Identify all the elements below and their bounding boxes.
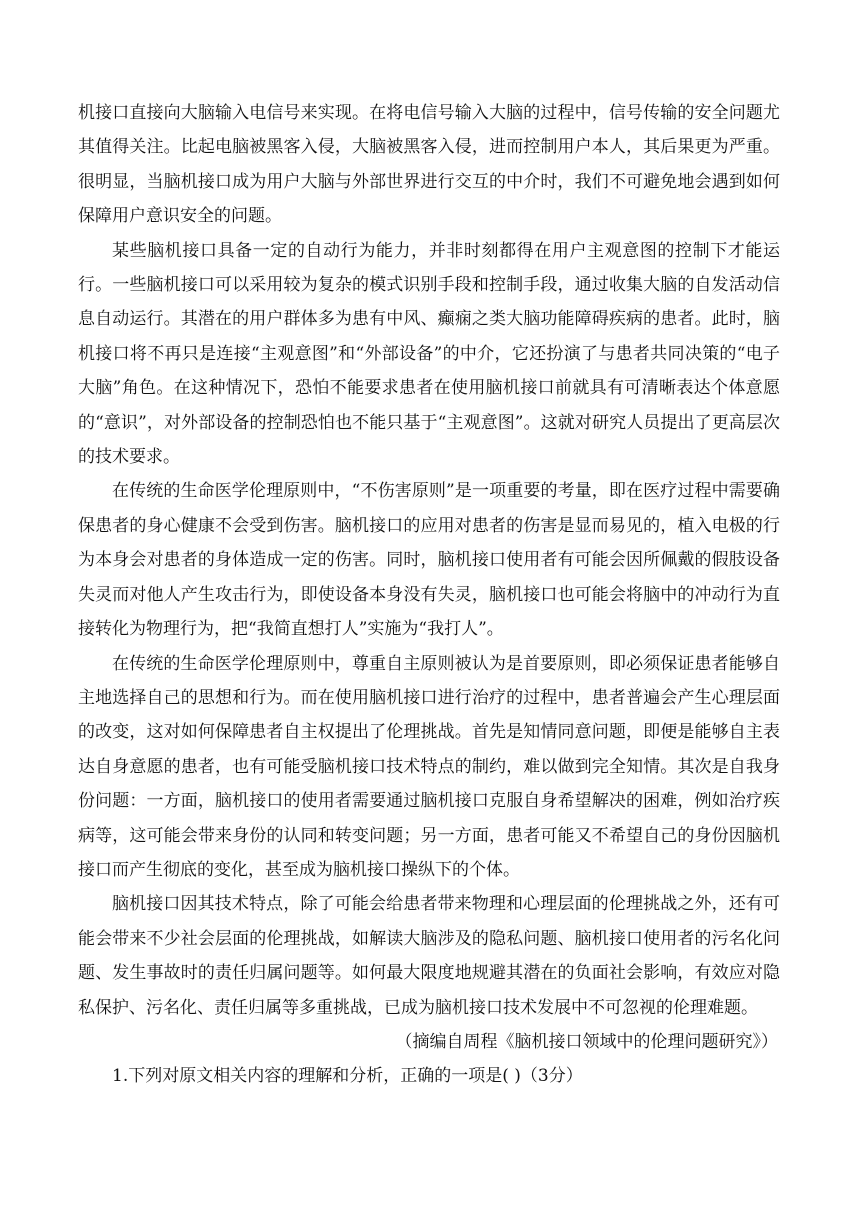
article-paragraph-2: 某些脑机接口具备一定的自动行为能力，并非时刻都得在用户主观意图的控制下才能运行。一些脑机接口可以采用较为复杂的模式识别手段和控制手段，通过收集大脑的自发活动信息自动运行。其潜在的用户群体多为患有中风、癫痫之类大脑功能障碍疾病的患者。此时，脑机接口将不再只是连接“主观意图”和“外部设备”的中介，它还扮演了与患者共同决策的“电子大脑”角色。在这种情况下，恐怕不能要求患者在使用脑机接口前就具有可清晰表达个体意愿的“意识”，对外部设备的控制恐怕也不能只基于“主观意图”。这就对研究人员提出了更高层次的技术要求。	[78, 240, 780, 468]
question-1: 1.下列对原文相关内容的理解和分析，正确的一项是( )（3分）	[112, 1066, 583, 1087]
document-page	[78, 96, 780, 1094]
article-source: （摘编自周程《脑机接口领域中的伦理问题研究》）	[395, 1031, 778, 1052]
article-paragraph-1: 机接口直接向大脑输入电信号来实现。在将电信号输入大脑的过程中，信号传输的安全问题尤其值得关注。比起电脑被黑客入侵，大脑被黑客入侵，进而控制用户本人，其后果更为严重。很明显，当脑机接口成为用户大脑与外部世界进行交互的中介时，我们不可避免地会遇到如何保障用户意识安全的问题。	[78, 103, 780, 227]
article-paragraph-3: 在传统的生命医学伦理原则中，“不伤害原则”是一项重要的考量，即在医疗过程中需要确保患者的身心健康不会受到伤害。脑机接口的应用对患者的伤害是显而易见的，植入电极的行为本身会对患者的身体造成一定的伤害。同时，脑机接口使用者有可能会因所佩戴的假肢设备失灵而对他人产生攻击行为，即使设备本身没有失灵，脑机接口也可能会将脑中的冲动行为直接转化为物理行为，把“我简直想打人”实施为“我打人”。	[78, 481, 780, 640]
article-paragraph-5: 脑机接口因其技术特点，除了可能会给患者带来物理和心理层面的伦理挑战之外，还有可能会带来不少社会层面的伦理挑战，如解读大脑涉及的隐私问题、脑机接口使用者的污名化问题、发生事故时的责任归属问题等。如何最大限度地规避其潜在的负面社会影响，有效应对隐私保护、污名化、责任归属等多重挑战，已成为脑机接口技术发展中不可忽视的伦理难题。	[78, 894, 780, 1018]
article-paragraph-4: 在传统的生命医学伦理原则中，尊重自主原则被认为是首要原则，即必须保证患者能够自主地选择自己的思想和行为。而在使用脑机接口进行治疗的过程中，患者普遍会产生心理层面的改变，这对如何保障患者自主权提出了伦理挑战。首先是知情同意问题，即便是能够自主表达自身意愿的患者，也有可能受脑机接口技术特点的制约，难以做到完全知情。其次是自我身份问题：一方面，脑机接口的使用者需要通过脑机接口克服自身希望解决的困难，例如治疗疾病等，这可能会带来身份的认同和转变问题；另一方面，患者可能又不希望自己的身份因脑机接口而产生彻底的变化，甚至成为脑机接口操纵下的个体。	[78, 653, 780, 880]
